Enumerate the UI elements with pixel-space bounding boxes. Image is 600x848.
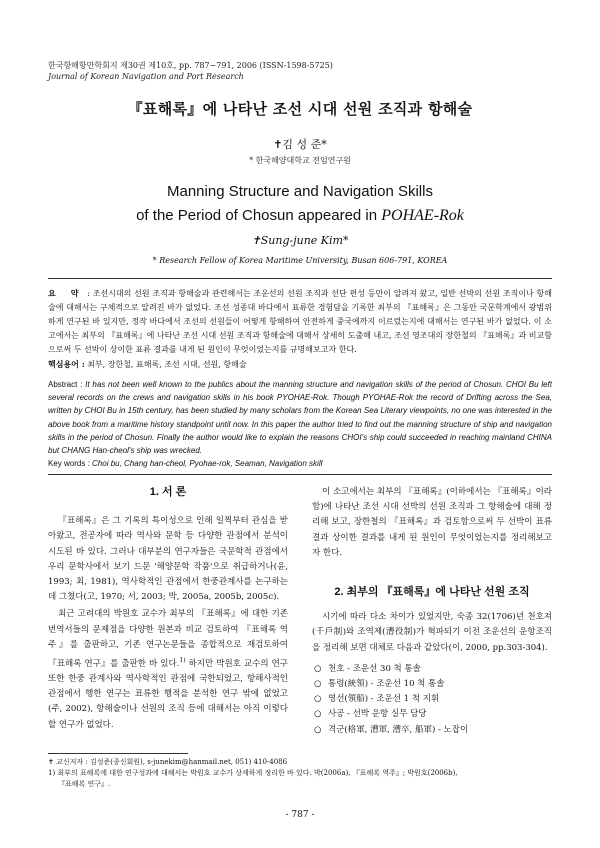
section1-paragraph2-rest: 하지만 박원호 교수의 연구 또한 한중 관계사와 역사학적인 관점에 국한되었고, 항해사적인 관점에서 행한 연구는 표류한 행적을 분석한 연구 밖에 없었고(주, 2002), 항해술이나 선원의 조직 등에 대해서는 아직 이렇다 할 연구가 없었다. xyxy=(48,658,289,730)
left-column xyxy=(48,485,288,733)
author-english: ✝Sung-june Kim* xyxy=(251,234,349,247)
abstract-korean xyxy=(48,286,552,357)
affiliation-korean: * 한국해양대학교 전임연구원 xyxy=(249,156,351,165)
title-english-line2 xyxy=(0,204,600,228)
section1-paragraph2-text: 최근 고려대의 박원호 교수가 최부의 『표해록』에 대한 기존 번역서들의 문제점을 다양한 원본과 비교 검토하여 『표해록 역주』를 출판하고, 기존 연구논문들을 종합적으로 재검토하여 『표해록 연구』를 출판한 바 있다. xyxy=(48,609,288,669)
title-english-line2-italic: POHAE-Rok xyxy=(381,207,464,224)
affiliation-english: * Research Fellow of Korea Maritime University, Busan 606-791, KOREA xyxy=(152,256,448,265)
footnote-corresponding: ✝ 교신저자 : 김성준(종신회원), s-junekim@hanmail.net, 051) 410-4086 xyxy=(48,758,288,766)
right-column xyxy=(312,485,552,738)
abstract-bottom-rule xyxy=(48,474,552,475)
keywords-korean-text: 최부, 장한철, 표해록, 조선 시대, 선원, 항해술 xyxy=(87,360,247,369)
bullet-icon: ○ xyxy=(314,679,322,690)
footnote-ref-1: 1) xyxy=(179,657,186,665)
section1-paragraph2 xyxy=(48,607,288,732)
section1-heading: 1. 서 론 xyxy=(149,486,187,498)
footnote-1-line1: 1) 최부의 표해록에 대한 연구성과에 대해서는 박원호 교수가 상세하게 정리한 바 있다. 박(2006a), 『표해록 역주』; 박원호(2006b), xyxy=(48,769,458,777)
abstract-korean-label: 요 약 xyxy=(48,288,85,298)
title-english-line2-prefix: of the Period of Chosun appeared in xyxy=(136,207,382,224)
keywords-english-text: Choi bu, Chang han-cheol, Pyohae-rok, Seaman, Navigation skill xyxy=(92,459,323,468)
footnotes xyxy=(48,757,552,790)
author-korean: ✝김 성 준* xyxy=(273,138,327,151)
list-item: ○ 격군(格軍, 漕軍, 漕卒, 船軍) - 노잡이 xyxy=(312,723,552,738)
bullet-icon: ○ xyxy=(314,663,322,674)
title-english-line1: Manning Structure and Navigation Skills xyxy=(167,183,433,200)
list-item: ○ 사공 - 선박 운항 실무 담당 xyxy=(312,707,552,722)
list-item: ○ 영선(領船) - 조운선 1 척 지휘 xyxy=(312,692,552,707)
crew-organization-list xyxy=(312,662,552,738)
bullet-icon: ○ xyxy=(314,694,322,705)
journal-name-en: Journal of Korean Navigation and Port Research xyxy=(48,72,244,81)
title-english xyxy=(0,180,600,228)
journal-citation: 한국항해항만학회지 제30권 제10호, pp. 787~791, 2006 (ISSN-1598-5725) xyxy=(48,61,333,70)
page-number: - 787 - xyxy=(285,810,315,820)
section1-paragraph1: 『표해록』은 그 기록의 특이성으로 인해 일찍부터 관심을 받아왔고, 전공자에 따라 역사와 문학 등 다양한 관점에서 분석이 시도된 바 있다. 그러나 대부분의 연구자들은 국문학적 관점에서 우리 문학사에서 보기 드문 '해양문학 작품'으로 취급하거나(윤, 1993; 최, 1981), 역사학적인 관점에서 한중관계사를 논구하는 데 그쳤다(고, 1970; 서, 2003; 박, 2005a, 2005b, 2005c). xyxy=(48,516,288,603)
title-korean: 『표해록』에 나타난 조선 시대 선원 조직과 항해술 xyxy=(127,100,473,118)
list-item: ○ 통령(統領) - 조운선 10 척 통솔 xyxy=(312,677,552,692)
abstract-korean-text: : 조선시대의 선원 조직과 항해술과 관련해서는 조운선의 선원 조직과 선단 편성 등만이 알려져 왔고, 일반 선박의 선원 조직이나 항해술에 대해서는 구체적으로 알려진 바가 없었다. 조선 성종대 바다에서 표류한 경험담을 기록한 최부의 『표해록』은 그동안 국문학계에서 광범위하게 연구된 바 있지만, 정작 바다에서 조선의 선원들이 어떻게 항해하여 안전하게 중국에까지 이르렀는지에 대해서는 연구된 바가 없었다. 이 소고에서는 최부의 『표해록』에 나타난 조선 시대 선원 조직과 항해술에 대해서 상세히 도출해 내고, 조선 영조대의 장한철의 『표해록』과 비교함으로써 두 선박이 상이한 표류 결과를 내게 된 원인이 무엇이었는지를 규명해보고자 한다. xyxy=(48,289,553,354)
abstract-top-rule xyxy=(48,278,552,279)
section2-heading: 2. 최부의 『표해록』에 나타난 선원 조직 xyxy=(334,586,530,599)
abstract-english xyxy=(48,378,552,457)
abstract-english-text: It has not been well known to the publics about the manning structure and navigation skills of the period of Chosun. CHOI Bu left several records on the crews and navigation skills in his book PYOHAE-Rok. Though PYOHAE-Rok the record of Drifting across the Sea, written by CHOI Bu in 15th century, has been studied by many scholars from the Korean Sea Literary viewpoints, no one was interested in the above book from a maritime history standpoint until now. In this paper the author tried to find out the manning structure of ship and navigation skills in the period of Chosun. Finally the author would like to explain the reasons CHOI's ship could succeeded in reaching mainland CHINA but CHANG Han-cheol's ship was wrecked. xyxy=(48,380,552,456)
bullet-icon: ○ xyxy=(314,724,322,735)
journal-header xyxy=(48,60,333,82)
footnote-rule xyxy=(48,753,188,754)
abstract-english-label: Abstract : xyxy=(48,380,83,389)
list-item: ○ 천호 - 조운선 30 척 통솔 xyxy=(312,662,552,677)
keywords-korean-label: 핵심용어 : xyxy=(48,359,85,369)
keywords-english-label: Key words : xyxy=(48,459,90,468)
keywords-english xyxy=(48,458,552,470)
section2-paragraph1: 시기에 따라 다소 차이가 있었지만, 숙종 32(1706)년 천호져(千戶制)와 조역제(漕役制)가 혁파되기 이전 조운선의 운항조직을 정리해 보면 대체로 다음과 같았다(이, 2000, pp.303-304). xyxy=(312,612,552,653)
footnote-1-line2: 『표해록 연구』. xyxy=(58,780,111,788)
keywords-korean xyxy=(48,358,552,371)
intro-paragraph-continued: 이 소고에서는 최부의 『표해록』(이하에서는 『표해록』이라 함)에 나타난 조선 시대 선박의 선원 조직과 그 항해술에 대해 정리해 보고, 장한철의 『표해록』과 검토함으로써 두 선박이 표류 결과 상이한 결과를 내게 된 원인이 무엇이었는지를 정리해보고자 한다. xyxy=(312,487,552,558)
bullet-icon: ○ xyxy=(314,709,322,720)
